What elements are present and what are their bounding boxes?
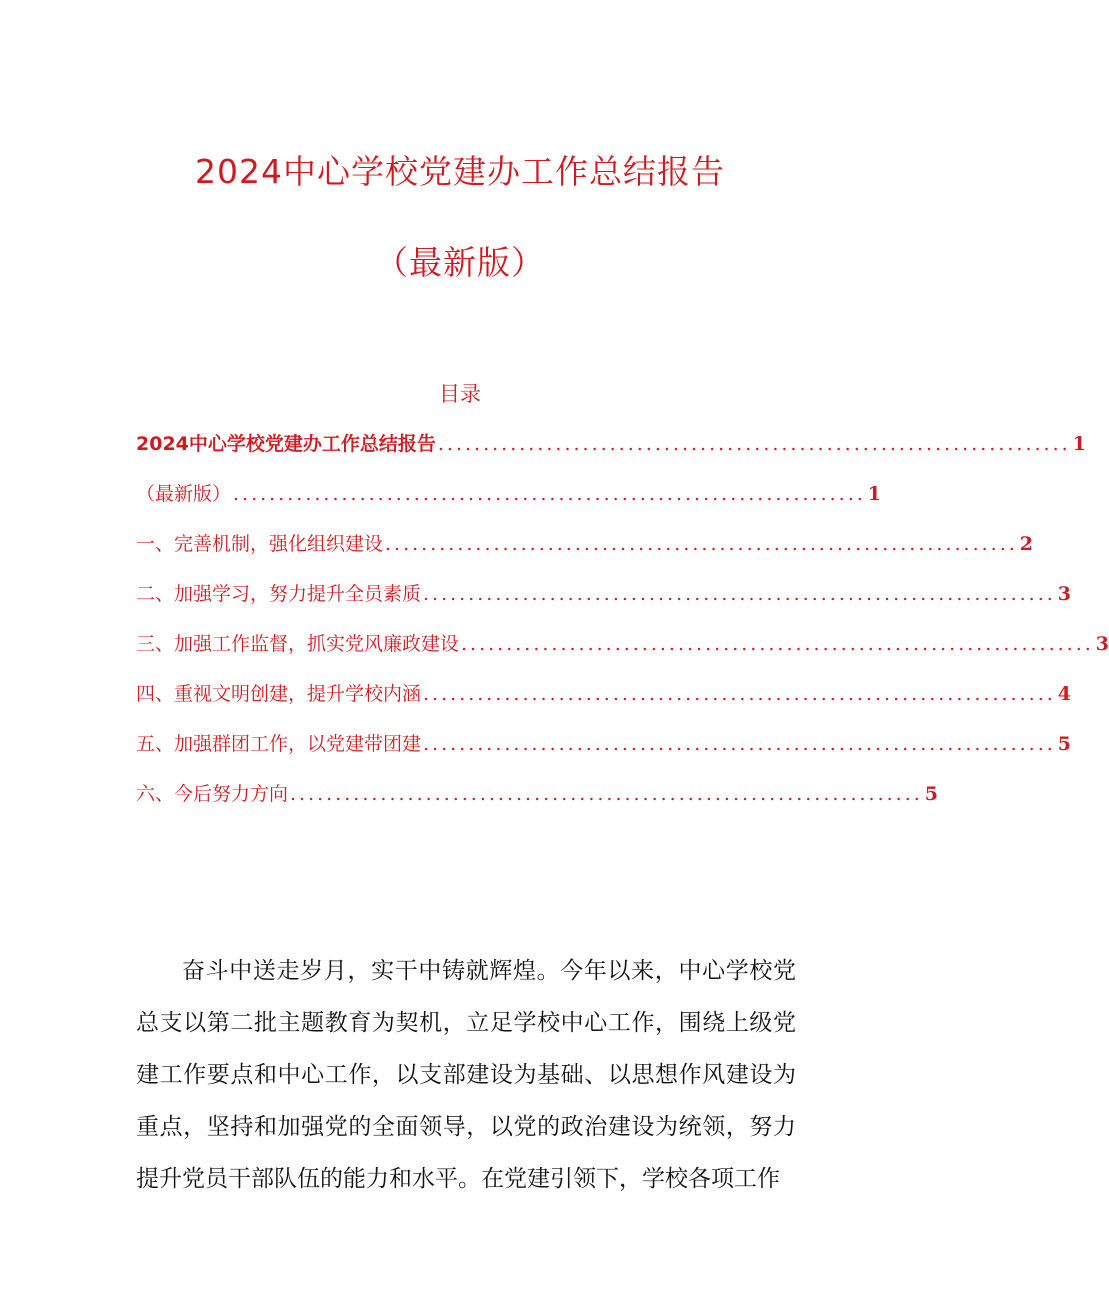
toc-entry-label: 2024中心学校党建办工作总结报告 (136, 433, 436, 455)
toc-entry-page: 3 (1057, 583, 1072, 605)
toc-entry-page: 5 (1057, 733, 1072, 755)
toc-entry-page: 4 (1057, 683, 1072, 705)
toc-entry-label: 五、加强群团工作，以党建带团建 (136, 733, 422, 755)
toc-leader-dots: ...................................................................... (423, 583, 1056, 605)
toc-entry-label: （最新版） (136, 483, 232, 505)
body-paragraph: 奋斗中送走岁月，实干中铸就辉煌。今年以来，中心学校党总支以第二批主题教育为契机，立足学校中心工作，围绕上级党建工作要点和中心工作，以支部建设为基础、以思想作风建设为重点，坚持和加强党的全面领导，以党的政治建设为统领，努力提升党员干部队伍的能力和水平。在党建引领下，学校各项工作 (136, 958, 796, 1192)
toc-entry-page: 5 (924, 783, 939, 805)
toc-entry[interactable] (136, 477, 882, 527)
toc-entry-label: 六、今后努力方向 (136, 783, 289, 805)
toc-entry[interactable] (136, 427, 1086, 477)
document-subtitle: （最新版） (375, 243, 545, 282)
toc-leader-dots: ...................................................................... (233, 483, 866, 505)
toc-entry-label: 四、重视文明创建，提升学校内涵 (136, 683, 422, 705)
table-of-contents (136, 427, 1109, 827)
toc-entry[interactable] (136, 777, 939, 827)
toc-entry-label: 一、完善机制，强化组织建设 (136, 533, 384, 555)
toc-entry-label: 二、加强学习，努力提升全员素质 (136, 583, 422, 605)
document-title: 2024中心学校党建办工作总结报告 (195, 152, 725, 191)
toc-entry[interactable] (136, 627, 1109, 677)
toc-leader-dots: ...................................................................... (437, 433, 1071, 455)
toc-leader-dots: ...................................................................... (385, 533, 1018, 555)
toc-entry-page: 1 (1072, 433, 1086, 455)
toc-entry-page: 2 (1019, 533, 1034, 555)
toc-entry[interactable] (136, 727, 1072, 777)
toc-heading: 目录 (439, 382, 481, 406)
toc-leader-dots: ...................................................................... (290, 783, 923, 805)
toc-leader-dots: ...................................................................... (423, 683, 1056, 705)
toc-entry[interactable] (136, 527, 1034, 577)
toc-leader-dots: ...................................................................... (423, 733, 1056, 755)
toc-leader-dots: ...................................................................... (461, 633, 1094, 655)
toc-entry-label: 三、加强工作监督，抓实党风廉政建设 (136, 633, 460, 655)
toc-entry-page: 1 (867, 483, 882, 505)
toc-entry[interactable] (136, 577, 1072, 627)
toc-entry[interactable] (136, 677, 1072, 727)
toc-entry-page: 3 (1095, 633, 1109, 655)
